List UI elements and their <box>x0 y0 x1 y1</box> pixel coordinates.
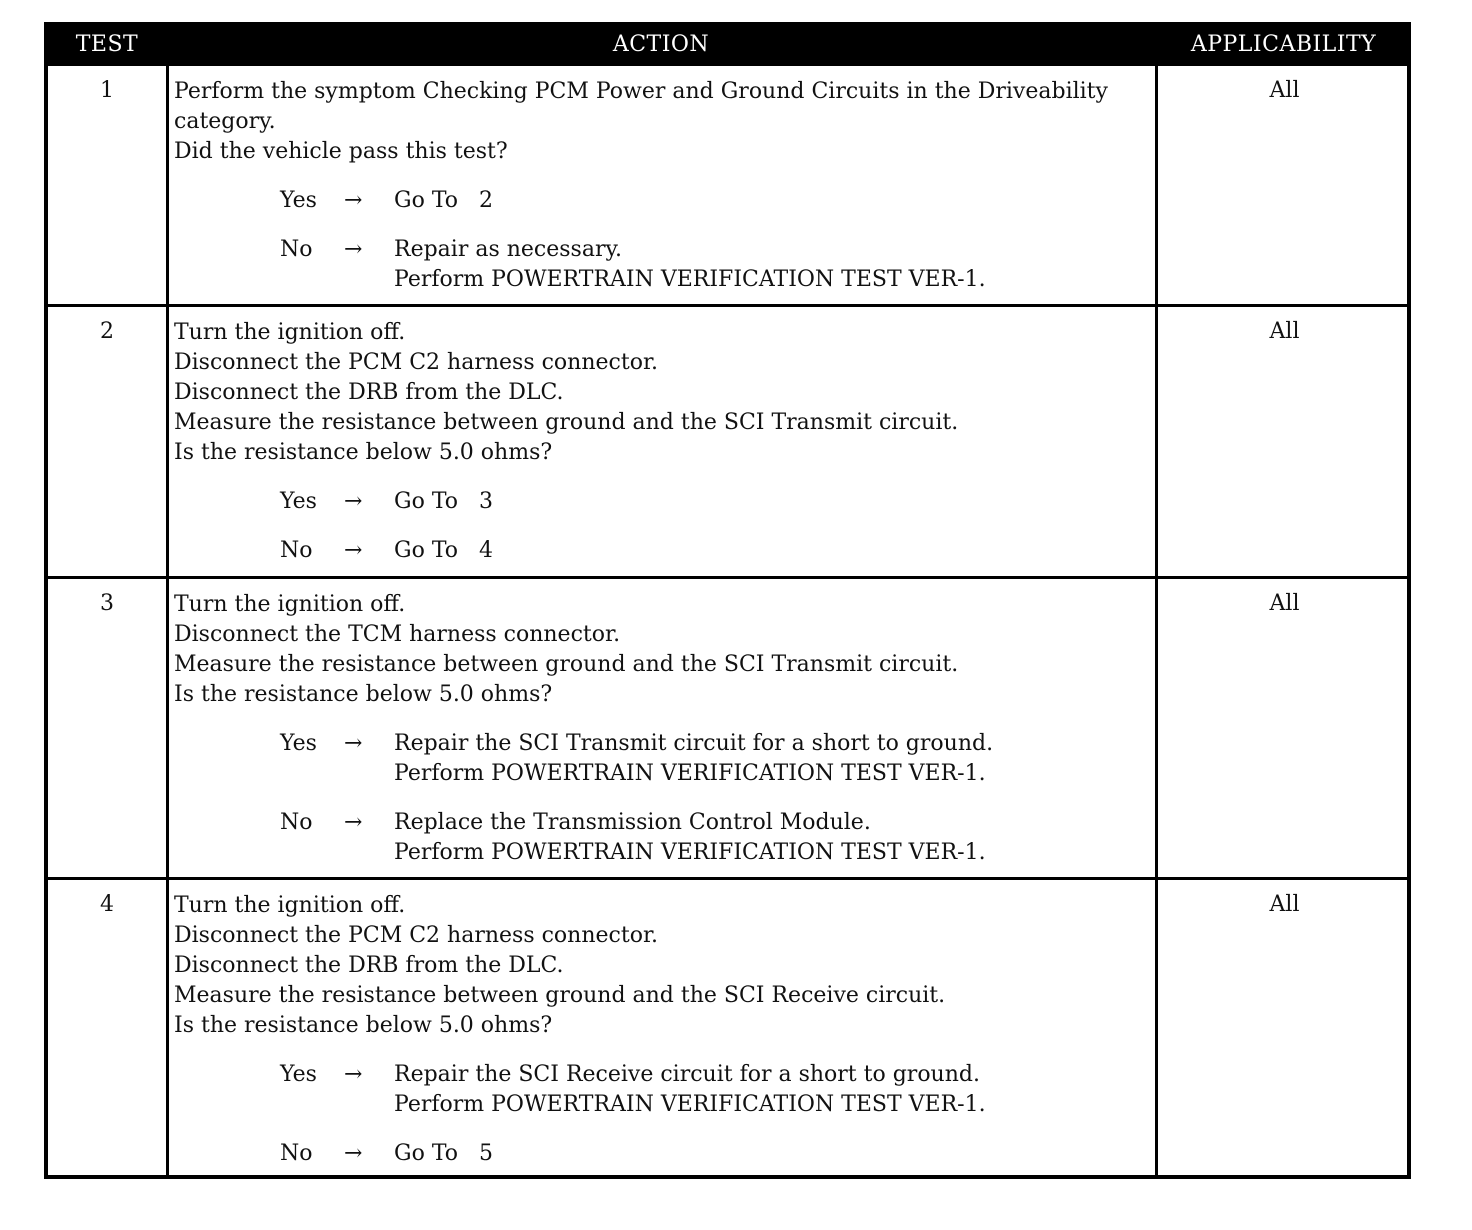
action-line: Is the resistance below 5.0 ohms? <box>174 1013 553 1038</box>
action-text <box>174 891 1154 1169</box>
no-label: No <box>280 538 313 563</box>
applicability-value: All <box>1269 591 1300 616</box>
no-result-2: Perform POWERTRAIN VERIFICATION TEST VER-1. <box>394 267 986 292</box>
header-action: ACTION <box>612 32 710 57</box>
action-line: Disconnect the DRB from the DLC. <box>174 380 564 405</box>
applicability-value: All <box>1269 892 1300 917</box>
applicability-value: All <box>1269 78 1300 103</box>
action-line: Perform the symptom Checking PCM Power and Ground Circuits in the Driveability <box>174 79 1108 104</box>
no-label: No <box>280 237 313 262</box>
no-result: Repair as necessary. <box>394 237 622 262</box>
test-number: 3 <box>100 591 114 616</box>
arrow-icon: → <box>344 810 363 835</box>
arrow-icon: → <box>344 188 363 213</box>
arrow-icon: → <box>344 538 363 563</box>
yes-answer <box>174 487 1154 517</box>
no-result: Go To 5 <box>394 1141 493 1166</box>
table-row <box>48 307 1407 577</box>
yes-answer-continued <box>174 1090 1154 1120</box>
yes-answer <box>174 186 1154 216</box>
action-line: Turn the ignition off. <box>174 592 406 617</box>
arrow-icon: → <box>344 489 363 514</box>
yes-answer-continued <box>174 759 1154 789</box>
action-line: Turn the ignition off. <box>174 320 406 345</box>
yes-result: Repair the SCI Receive circuit for a short to ground. <box>394 1062 980 1087</box>
table-header <box>48 26 1407 66</box>
no-result: Go To 4 <box>394 538 493 563</box>
header-test: TEST <box>75 32 139 57</box>
yes-answer <box>174 1060 1154 1090</box>
no-result: Replace the Transmission Control Module. <box>394 810 871 835</box>
action-text <box>174 77 1154 295</box>
action-line: category. <box>174 109 276 134</box>
action-line: Measure the resistance between ground and the SCI Transmit circuit. <box>174 410 959 435</box>
diagnostic-table <box>44 22 1411 1179</box>
table-row <box>48 579 1407 877</box>
action-line: Measure the resistance between ground and the SCI Transmit circuit. <box>174 652 959 677</box>
no-label: No <box>280 1141 313 1166</box>
no-answer-continued <box>174 838 1154 868</box>
action-line: Did the vehicle pass this test? <box>174 139 508 164</box>
no-label: No <box>280 810 313 835</box>
action-line: Disconnect the PCM C2 harness connector. <box>174 350 659 375</box>
yes-label: Yes <box>280 489 317 514</box>
table-row <box>48 880 1407 1176</box>
arrow-icon: → <box>344 237 363 262</box>
action-line: Disconnect the PCM C2 harness connector. <box>174 923 659 948</box>
header-applicability: APPLICABILITY <box>1190 32 1377 57</box>
test-number: 1 <box>100 78 114 103</box>
applicability-value: All <box>1269 319 1300 344</box>
action-line: Measure the resistance between ground and the SCI Receive circuit. <box>174 983 946 1008</box>
no-answer-continued <box>174 265 1154 295</box>
action-text <box>174 318 1154 566</box>
no-answer <box>174 536 1154 566</box>
action-line: Is the resistance below 5.0 ohms? <box>174 440 553 465</box>
arrow-icon: → <box>344 1141 363 1166</box>
test-number: 2 <box>100 319 114 344</box>
no-answer <box>174 1139 1154 1169</box>
no-result-2: Perform POWERTRAIN VERIFICATION TEST VER-1. <box>394 840 986 865</box>
yes-result-2: Perform POWERTRAIN VERIFICATION TEST VER-1. <box>394 1092 986 1117</box>
yes-label: Yes <box>280 731 317 756</box>
action-line: Is the resistance below 5.0 ohms? <box>174 682 553 707</box>
yes-result: Go To 3 <box>394 489 493 514</box>
action-line: Disconnect the TCM harness connector. <box>174 622 621 647</box>
action-line: Turn the ignition off. <box>174 893 406 918</box>
action-line: Disconnect the DRB from the DLC. <box>174 953 564 978</box>
arrow-icon: → <box>344 731 363 756</box>
no-answer <box>174 808 1154 838</box>
no-answer <box>174 235 1154 265</box>
yes-answer <box>174 729 1154 759</box>
arrow-icon: → <box>344 1062 363 1087</box>
yes-label: Yes <box>280 188 317 213</box>
yes-result: Repair the SCI Transmit circuit for a short to ground. <box>394 731 994 756</box>
test-number: 4 <box>100 892 114 917</box>
yes-label: Yes <box>280 1062 317 1087</box>
table-row <box>48 66 1407 306</box>
action-text <box>174 590 1154 868</box>
yes-result-2: Perform POWERTRAIN VERIFICATION TEST VER-1. <box>394 761 986 786</box>
yes-result: Go To 2 <box>394 188 493 213</box>
